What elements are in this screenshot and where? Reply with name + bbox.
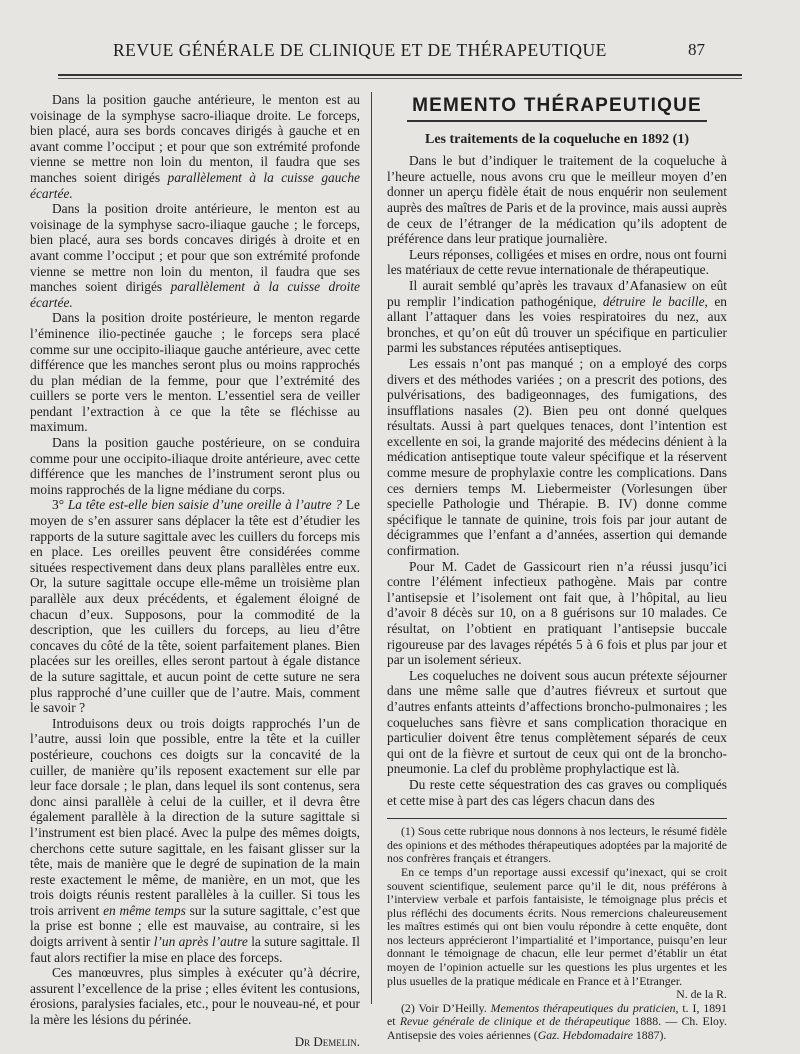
- paragraph: Ces manœuvres, plus simples à exécuter qu’à décrire, assurent l’excellence de la prise ; elles évitent les contusions, érosions, paralysies faciales, etc., pour le nouveau-né, et pour la mère les lésions du périnée.: [30, 965, 360, 1028]
- italic-text: en même temps: [103, 902, 186, 918]
- text: sur la suture sagittale, c’est que la prise est bonne ; elle est mauvaise, au contraire, si les doigts arrivent à sentir: [30, 902, 361, 950]
- paragraph: Dans le but d’indiquer le traitement de la coqueluche à l’heure actuelle, nous avons cru que le meilleur moyen d’en donner un aperçu fidèle était de nous enquérir non seulement auprès des maîtres de Paris et de la province, mais aussi auprès de ceux de l’étranger de la médication qu’ils adoptent de préférence dans leur pratique journalière.: [387, 153, 727, 247]
- italic-text: Revue générale de clinique et de thérapeutique: [399, 1014, 631, 1029]
- text: la suture sagittale. Il faut alors rectifier la mise en place des forceps.: [30, 934, 360, 965]
- header-rule: [58, 74, 742, 76]
- left-column: [30, 92, 360, 1049]
- italic-text: parallèlement à la cuisse gauche écartée.: [30, 169, 360, 201]
- footnotes: [387, 825, 727, 1043]
- section-title: MEMENTO THÉRAPEUTIQUE: [412, 95, 702, 116]
- paragraph: Du reste cette séquestration des cas graves ou compliqués et cette mise à part des cas légers chacun dans des: [387, 776, 727, 808]
- paragraph: [387, 278, 727, 356]
- italic-heading: La tête est-elle bien saisie d’une oreille à l’autre ?: [67, 497, 343, 513]
- paragraph: [30, 497, 360, 715]
- paragraph: Dans la position gauche postérieure, on se conduira comme pour une occipito-iliaque droite antérieure, avec cette différence que les manches de l’instrument seront plus ou moins rapprochés de la ligne médiane du corps.: [30, 435, 360, 497]
- text: Dans la position gauche antérieure, le menton est au voisinage de la symphyse sacro-iliaque droite. Le forceps, bien placé, aura ses bords concaves dirigés à gauche et en avant comme l’occiput ; et pour que son extrémité profonde vienne se mettre non loin du menton, il faudra que ses manches soient dirigés: [30, 92, 360, 185]
- paragraph: Dans la position droite postérieure, le menton regarde l’éminence ilio-pectinée gauche ; le forceps sera placé comme sur une occipito-iliaque gauche antérieure, avec cette différence que les manches seront plus ou moins rapprochés du plan médian de la femme, pour que l’extrémité des cuillers se porte vers le menton. L’essentiel sera de veiller pendant l’extraction à ce que la tête se fléchisse au maximum.: [30, 310, 360, 435]
- paragraph: [30, 201, 360, 310]
- text: Dans la position droite antérieure, le menton est au voisinage de la symphyse sacro-iliaque gauche ; le forceps, bien placé, aura ses bords concaves dirigés à droite et en avant comme l’occiput ; et pour que son extrémité profonde vienne se mettre non loin du menton, il faudra que ses manches soient dirigés: [30, 201, 360, 295]
- text: Il aurait semblé qu’après les travaux d’Afanasiew on eût pu remplir l’indication pathogénique,: [387, 277, 727, 309]
- author-signature: Dr Demelin.: [294, 1033, 360, 1049]
- footnote-rule: [387, 818, 727, 819]
- text: 1888. — Ch. Eloy. Antisepsie des voies aériennes (: [387, 1014, 727, 1043]
- journal-title: REVUE GÉNÉRALE DE CLINIQUE ET DE THÉRAPEUTIQUE: [113, 40, 607, 60]
- item-number: 3°: [52, 497, 68, 513]
- header-rule-thin: [58, 78, 742, 79]
- italic-text: l’un après l’autre: [153, 934, 248, 950]
- text: Introduisons deux ou trois doigts rapprochés l’un de l’autre, aussi loin que possible, entre la tête et la cuiller postérieure, couchons ces doigts sur la concavité de la cuiller, de manière qu’ils reposent exactement sur elle par leur face dorsale ; le plan, dans lequel ils sont contenus, sera donc ainsi parallèle à celui de la cuiller, et il devra être également parallèle à la direction de la suture sagittale si l’instrument est bien placé. Avec la pulpe des mêmes doigts, cherchons cette suture sagittale, en les faisant glisser sur la tête, mais de manière que le degré de supination de la main reste exactement le même, de manière, en un mot, que les trois doigts réunis restent parallèles à la cuiller. Si tous les trois arrivent: [30, 715, 360, 918]
- text: Le moyen de s’en assurer sans déplacer la tête est d’étudier les rapports de la suture sagittale avec les cuillers du forceps mis en place. Les oreilles peuvent être considérées comme situées respectivement dans deux plans parallèles entre eux. Or, la suture sagittale occupe elle-même un troisième plan parallèle aux deux précédents, et également éloigné de chacun d’eux. Supposons, pour la commodité de la description, que les cuillers du forceps, au lieu d’être concaves du côté de la tête, soient parfaitement planes. Bien placées sur les oreilles, elles seront partout à égale distance de la suture sagittale, et aucun point de cette suture ne sera plus rapproché d’une cuiller que de l’autre. Mais, comment le savoir ?: [30, 497, 360, 716]
- footnote-signature: N. de la R.: [676, 987, 727, 1002]
- footnote: [387, 1002, 727, 1043]
- right-column: [387, 92, 727, 1043]
- italic-text: parallèlement à la cuisse droite écartée.: [30, 279, 360, 310]
- text: (2) Voir D’Heilly.: [401, 1000, 491, 1015]
- text: , en allant l’attaquer dans les voies respiratoires du nez, aux bronches, et qu’on eût dû trouver un spécifique en particulier parmi les substances réputées antiseptiques.: [387, 293, 727, 356]
- paragraph: Les essais n’ont pas manqué ; on a employé des corps divers et des méthodes variées ; on a prescrit des potions, des pulvérisations, des badigeonnages, des fumigations, des insufflations nasales (2). Bien peu ont donné quelques résultats. Aussi à part quelques tenaces, dont l’intention est excellente en soi, la grande majorité des médecins dénient à la médication antiseptique toute valeur spécifique et la réservent comme mesure de prophylaxie contre les complications. Dans ces derniers temps M. Liebermeister (Vorlesungen über specielle Pathologie und Thérapie. B. IV) donne comme spécifique le tannate de quinine, trois fois par jour autant de décigrammes que l’enfant a d’années, assertion qui demande confirmation.: [387, 355, 727, 559]
- italic-text: Gaz. Hebdomadaire: [537, 1028, 633, 1043]
- footnote-continued: En ce temps d’un reportage aussi excessif qu’inexact, qui se croit souvent scientifique, seulement parce qu’il le dit, nous préférons à l’interview verbale et parfois fantaisiste, le témoignage plus précis et plus réfléchi des documents écrits. Nous remercions chaleureusement les maîtres estimés qui ont bien voulu répondre à cette enquête, dont nos lecteurs apprécieront l’impartialité et l’importance, puisqu’en leur donnant le témoignage de chacun, elle leur permet d’établir un état moyen de l’opinion actuelle sur les questions les plus urgentes et les plus usuelles de la pratique médicale en France et à l’Etranger.: [387, 864, 727, 988]
- text: 1887).: [632, 1028, 667, 1043]
- page-number: 87: [688, 40, 705, 59]
- paragraph: [30, 92, 360, 201]
- italic-text: détruire le bacille: [602, 293, 705, 309]
- paragraph: Pour M. Cadet de Gassicourt rien n’a réussi jusqu’ici contre l’élément infectieux pathogène. Mais par contre l’antisepsie et l’isolement ont fait que, à l’hôpital, au lieu d’avoir 8 décès sur 10, on a 8 guérisons sur 10 malades. Ce résultat, on l’obtient en pratiquant l’antisepsie buccale rigoureuse par des lavages répétés 5 à 6 fois et plus par jour et par un isolement sérieux.: [387, 558, 727, 668]
- text: , t. I, 1891 et: [387, 1000, 727, 1029]
- running-header: [0, 40, 800, 70]
- footnote: (1) Sous cette rubrique nous donnons à nos lecteurs, le résumé fidèle des opinions et des méthodes thérapeutiques adoptées par la majorité de nos confrères français et étrangers.: [387, 824, 727, 866]
- italic-text: Mementos thérapeutiques du praticien: [490, 1000, 676, 1015]
- section-title-rule: [407, 120, 707, 122]
- paragraph: [30, 716, 360, 966]
- column-separator: [371, 92, 372, 1004]
- article-title: Les traitements de la coqueluche en 1892 (1): [424, 131, 690, 147]
- paragraph: Les coqueluches ne doivent sous aucun prétexte séjourner dans une même salle que d’autres fiévreux et surtout que d’autres enfants atteints d’affections broncho-pulmonaires ; les coqueluches sans fièvre et sans complication thoracique en particulier doivent être tenus complètement séparés de ceux qui ont de la fièvre et surtout de ceux qui ont de la broncho-pneumonie. La clef du problème prophylactique est là.: [387, 667, 727, 777]
- paragraph: Leurs réponses, colligées et mises en ordre, nous ont fourni les matériaux de cette revue internationale de thérapeutique.: [387, 246, 727, 278]
